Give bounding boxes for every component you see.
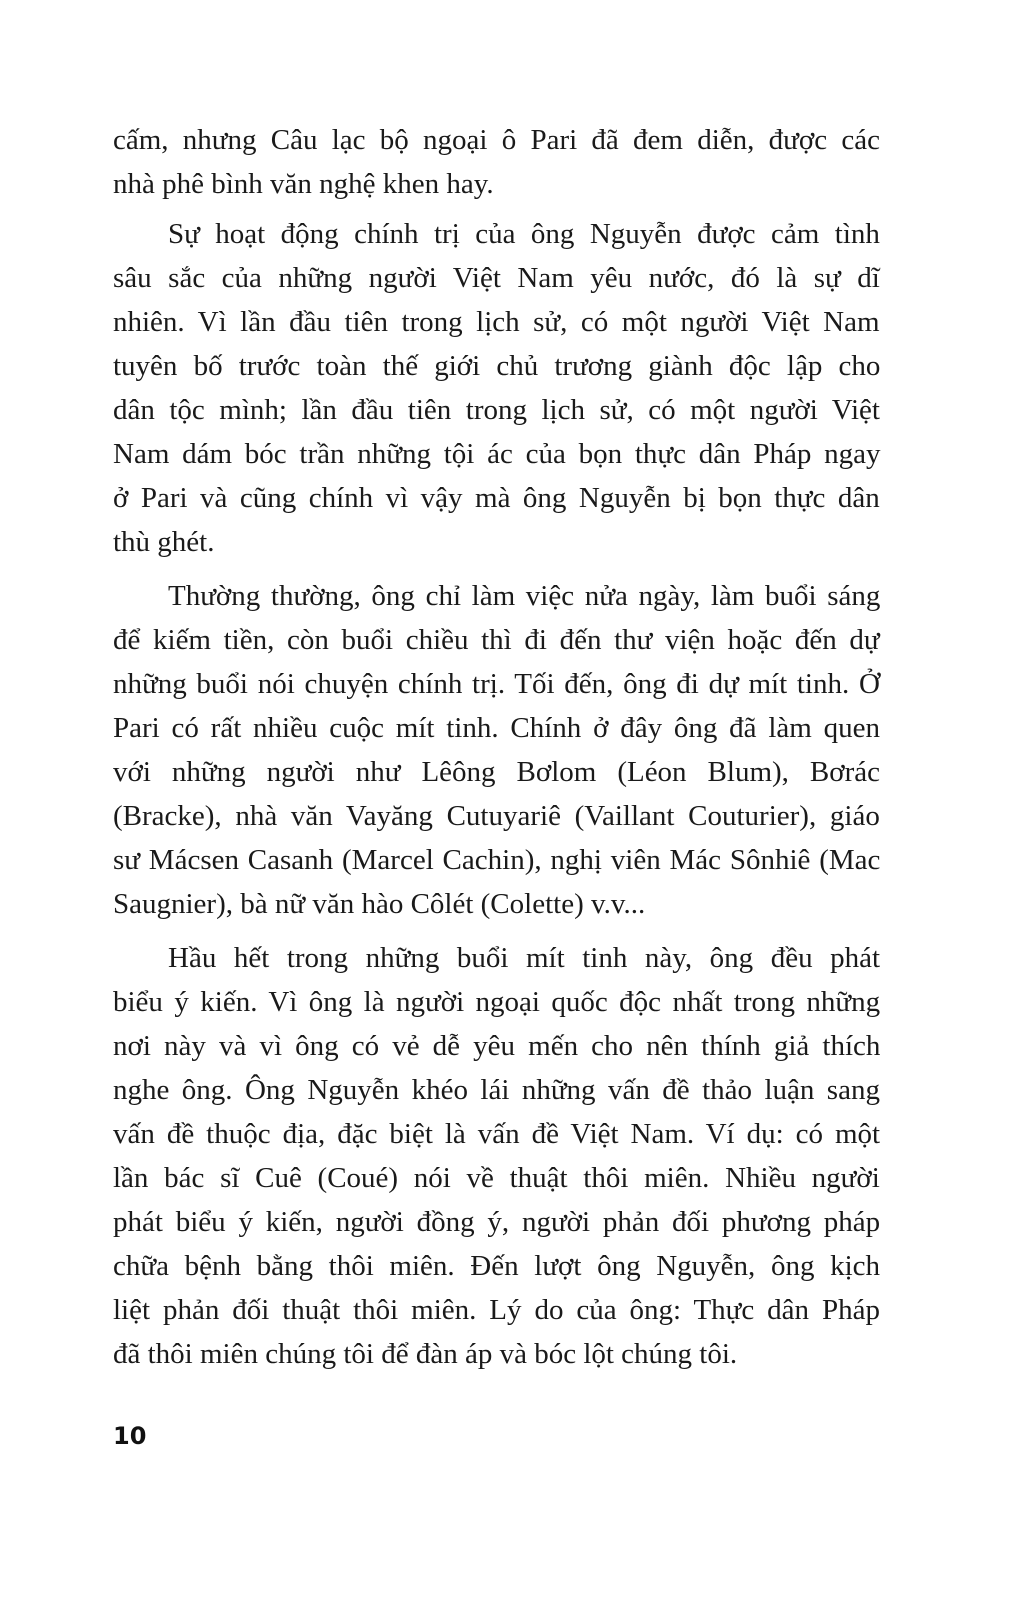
page-number: 10: [113, 1422, 147, 1450]
text-line: [113, 794, 880, 838]
text-line: [113, 662, 880, 706]
line-text: thù ghét.: [113, 526, 215, 558]
text-line: [113, 980, 880, 1024]
text-line: [113, 1112, 880, 1156]
line-text: với những người như Lêông Bơlom (Léon Blum), Bơrác: [113, 756, 881, 788]
text-line: [113, 388, 880, 432]
line-text: nhiên. Vì lần đầu tiên trong lịch sử, có một người Việt Nam: [113, 306, 880, 338]
line-text: Sự hoạt động chính trị của ông Nguyễn được cảm tình: [168, 218, 880, 250]
text-line: [113, 1288, 880, 1332]
text-line: [113, 1200, 880, 1244]
line-text: lần bác sĩ Cuê (Coué) nói về thuật thôi miên. Nhiều người: [113, 1162, 880, 1194]
line-text: nhà phê bình văn nghệ khen hay.: [113, 168, 494, 200]
line-text: đã thôi miên chúng tôi để đàn áp và bóc lột chúng tôi.: [113, 1338, 738, 1370]
line-text: sư Mácsen Casanh (Marcel Cachin), nghị viên Mác Sônhiê (Mac: [113, 844, 881, 876]
text-line: [113, 520, 880, 564]
text-line: [113, 118, 880, 162]
text-line: [113, 1244, 880, 1288]
line-text: nghe ông. Ông Nguyễn khéo lái những vấn đề thảo luận sang: [113, 1074, 880, 1106]
text-line: [113, 476, 880, 520]
line-text: Hầu hết trong những buổi mít tinh này, ông đều phát: [168, 942, 881, 974]
line-text: dân tộc mình; lần đầu tiên trong lịch sử, có một người Việt: [113, 394, 880, 426]
line-text: những buổi nói chuyện chính trị. Tối đến, ông đi dự mít tinh. Ở: [113, 668, 880, 700]
line-text: (Bracke), nhà văn Vayăng Cutuyariê (Vaillant Couturier), giáo: [113, 800, 880, 832]
text-line: [113, 1156, 880, 1200]
line-text: liệt phản đối thuật thôi miên. Lý do của ông: Thực dân Pháp: [113, 1294, 880, 1326]
text-line: [168, 212, 880, 256]
line-text: chữa bệnh bằng thôi miên. Đến lượt ông Nguyễn, ông kịch: [113, 1250, 881, 1282]
line-text: để kiếm tiền, còn buổi chiều thì đi đến thư viện hoặc đến dự: [113, 624, 880, 656]
text-line: [113, 1332, 880, 1376]
text-line: [113, 432, 880, 476]
text-line: [113, 1068, 880, 1112]
line-text: phát biểu ý kiến, người đồng ý, người phản đối phương pháp: [113, 1206, 881, 1238]
text-line: [113, 838, 880, 882]
text-line: [113, 162, 880, 206]
text-line: [113, 256, 880, 300]
text-line: [113, 344, 880, 388]
text-line: [113, 750, 880, 794]
text-line: [168, 936, 880, 980]
line-text: vấn đề thuộc địa, đặc biệt là vấn đề Việt Nam. Ví dụ: có một: [113, 1118, 881, 1150]
line-text: Nam dám bóc trần những tội ác của bọn thực dân Pháp ngay: [113, 438, 881, 470]
line-text: Thường thường, ông chỉ làm việc nửa ngày, làm buổi sáng: [168, 580, 881, 612]
text-line: [113, 882, 880, 926]
line-text: tuyên bố trước toàn thế giới chủ trương giành độc lập cho: [113, 350, 881, 382]
line-text: ở Pari và cũng chính vì vậy mà ông Nguyễn bị bọn thực dân: [113, 482, 880, 514]
text-line: [113, 1024, 880, 1068]
text-line: [113, 706, 880, 750]
line-text: Saugnier), bà nữ văn hào Côlét (Colette) v.v...: [113, 888, 646, 920]
text-line: [113, 618, 880, 662]
line-text: Pari có rất nhiều cuộc mít tinh. Chính ở đây ông đã làm quen: [113, 712, 880, 744]
line-text: nơi này và vì ông có vẻ dễ yêu mến cho nên thính giả thích: [113, 1030, 881, 1062]
line-text: sâu sắc của những người Việt Nam yêu nước, đó là sự dĩ: [113, 262, 880, 294]
text-line: [113, 300, 880, 344]
text-line: [168, 574, 880, 618]
line-text: cấm, nhưng Câu lạc bộ ngoại ô Pari đã đem diễn, được các: [113, 124, 880, 156]
line-text: biểu ý kiến. Vì ông là người ngoại quốc độc nhất trong những: [113, 986, 881, 1018]
